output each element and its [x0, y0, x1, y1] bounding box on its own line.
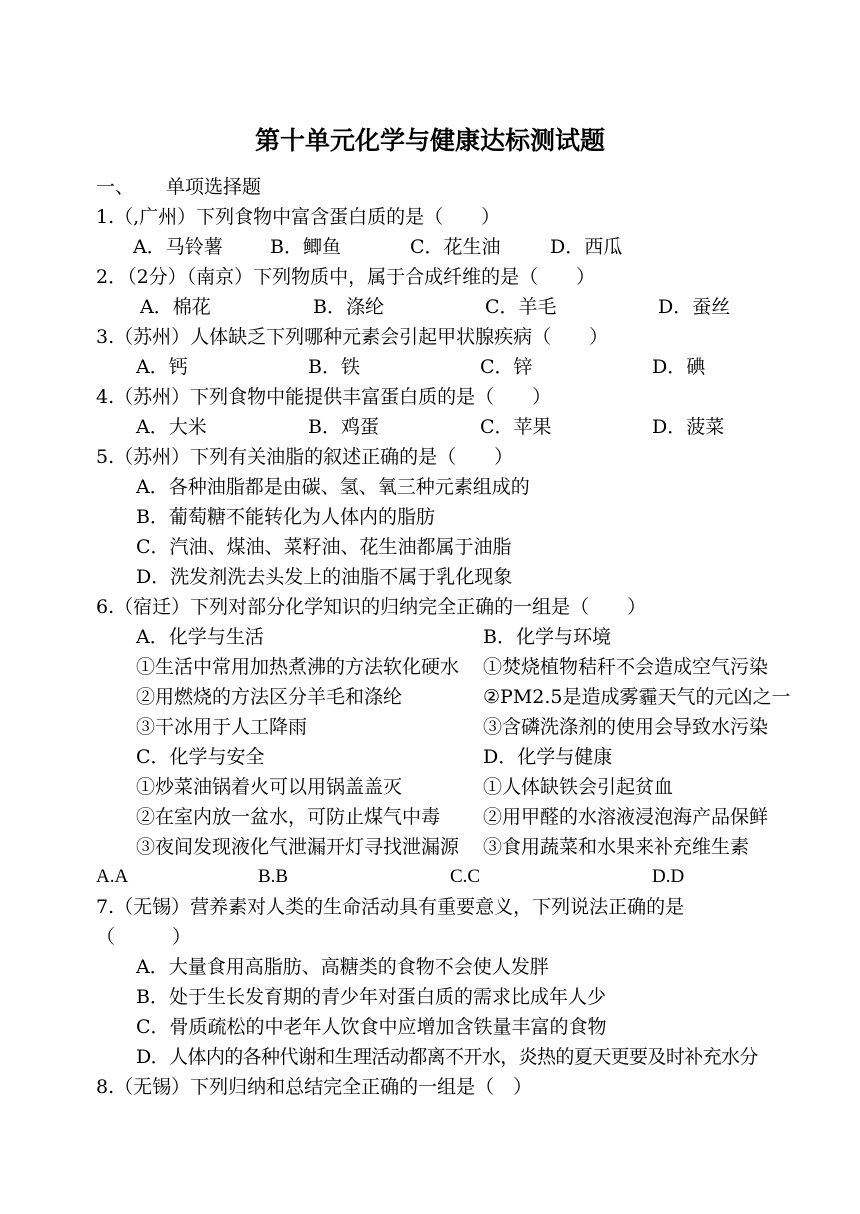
- question-4-stem: 4.（苏州）下列食物中能提供丰富蛋白质的是（ ）: [96, 386, 552, 408]
- question-6-group-c-title: C．化学与安全: [136, 746, 265, 768]
- question-4-option-b: B．鸡蛋: [308, 416, 379, 438]
- question-5-stem: 5.（苏州）下列有关油脂的叙述正确的是（ ）: [96, 446, 514, 468]
- question-6-answer-c: C.C: [450, 866, 481, 887]
- question-1-option-d: D．西瓜: [550, 236, 623, 258]
- question-6-group-a-item-3: ③干冰用于人工降雨: [136, 716, 308, 738]
- question-4-option-d: D．菠菜: [652, 416, 725, 438]
- question-1-option-a: A．马铃薯: [133, 236, 223, 258]
- question-6-group-a-item-2: ②用燃烧的方法区分羊毛和涤纶: [136, 686, 403, 708]
- question-6-group-a-title: A．化学与生活: [136, 626, 264, 648]
- question-2-option-a: A．棉花: [140, 296, 211, 318]
- question-7-option-c: C．骨质疏松的中老年人饮食中应增加含铁量丰富的食物: [136, 1016, 607, 1038]
- question-7-option-b: B．处于生长发育期的青少年对蛋白质的需求比成年人少: [136, 986, 606, 1008]
- question-1-option-b: B．鲫鱼: [270, 236, 341, 258]
- question-6-group-c-item-1: ①炒菜油锅着火可以用锅盖盖灭: [136, 776, 403, 798]
- question-6-stem: 6.（宿迁）下列对部分化学知识的归纳完全正确的一组是（ ）: [96, 596, 647, 618]
- question-6-group-b-title: B．化学与环境: [483, 626, 611, 648]
- question-6-group-d-title: D．化学与健康: [483, 746, 613, 768]
- question-3-stem: 3.（苏州）人体缺乏下列哪种元素会引起甲状腺疾病（ ）: [96, 326, 609, 348]
- question-6-answer-d: D.D: [652, 866, 685, 887]
- question-2-option-c: C．羊毛: [485, 296, 557, 318]
- question-2-option-d: D．蚕丝: [658, 296, 731, 318]
- question-3-option-a: A．钙: [136, 356, 188, 378]
- question-4-option-c: C．苹果: [480, 416, 552, 438]
- question-1-stem: 1.（,广州）下列食物中富含蛋白质的是（ ）: [96, 206, 501, 228]
- question-5-option-a: A．各种油脂都是由碳、氢、氧三种元素组成的: [136, 476, 530, 498]
- question-6-group-b-item-1: ①焚烧植物秸秆不会造成空气污染: [483, 656, 769, 678]
- question-7-option-a: A．大量食用高脂肪、高糖类的食物不会使人发胖: [136, 956, 549, 978]
- question-6-group-a-item-1: ①生活中常用加热煮沸的方法软化硬水: [136, 656, 460, 678]
- question-5-option-c: C．汽油、煤油、菜籽油、花生油都属于油脂: [136, 536, 512, 558]
- question-7-stem: 7.（无锡）营养素对人类的生命活动具有重要意义，下列说法正确的是: [96, 896, 685, 918]
- question-7-option-d: D．人体内的各种代谢和生理活动都离不开水，炎热的夏天更要及时补充水分: [136, 1046, 758, 1068]
- question-6-group-b-item-2: ②PM2.5是造成雾霾天气的元凶之一: [483, 686, 791, 708]
- question-3-option-d: D．碘: [652, 356, 706, 378]
- question-2-option-b: B．涤纶: [313, 296, 384, 318]
- section-number: 一、: [96, 176, 135, 198]
- question-4-option-a: A．大米: [136, 416, 207, 438]
- question-6-group-d-item-2: ②用甲醛的水溶液浸泡海产品保鲜: [483, 806, 769, 828]
- question-6-group-d-item-1: ①人体缺铁会引起贫血: [483, 776, 674, 798]
- question-6-group-d-item-3: ③食用蔬菜和水果来补充维生素: [483, 836, 750, 858]
- question-6-answer-b: B.B: [258, 866, 289, 887]
- question-3-option-b: B．铁: [308, 356, 360, 378]
- question-6-group-b-item-3: ③含磷洗涤剂的使用会导致水污染: [483, 716, 769, 738]
- question-8-stem: 8.（无锡）下列归纳和总结完全正确的一组是（ ）: [96, 1076, 533, 1098]
- question-1-option-c: C．花生油: [410, 236, 501, 258]
- question-7-answer-bracket: （ ）: [96, 926, 192, 948]
- question-5-option-b: B．葡萄糖不能转化为人体内的脂肪: [136, 506, 435, 528]
- question-5-option-d: D．洗发剂洗去头发上的油脂不属于乳化现象: [136, 566, 513, 588]
- page-title: 第十单元化学与健康达标测试题: [254, 126, 605, 155]
- question-6-group-c-item-2: ②在室内放一盆水，可防止煤气中毒: [136, 806, 441, 828]
- question-3-option-c: C．锌: [480, 356, 533, 378]
- section-label: 单项选择题: [166, 176, 262, 198]
- question-2-stem: 2．（2分）（南京）下列物质中，属于合成纤维的是（ ）: [96, 266, 596, 288]
- question-6-answer-a: A.A: [96, 866, 129, 887]
- question-6-group-c-item-3: ③夜间发现液化气泄漏开灯寻找泄漏源: [136, 836, 460, 858]
